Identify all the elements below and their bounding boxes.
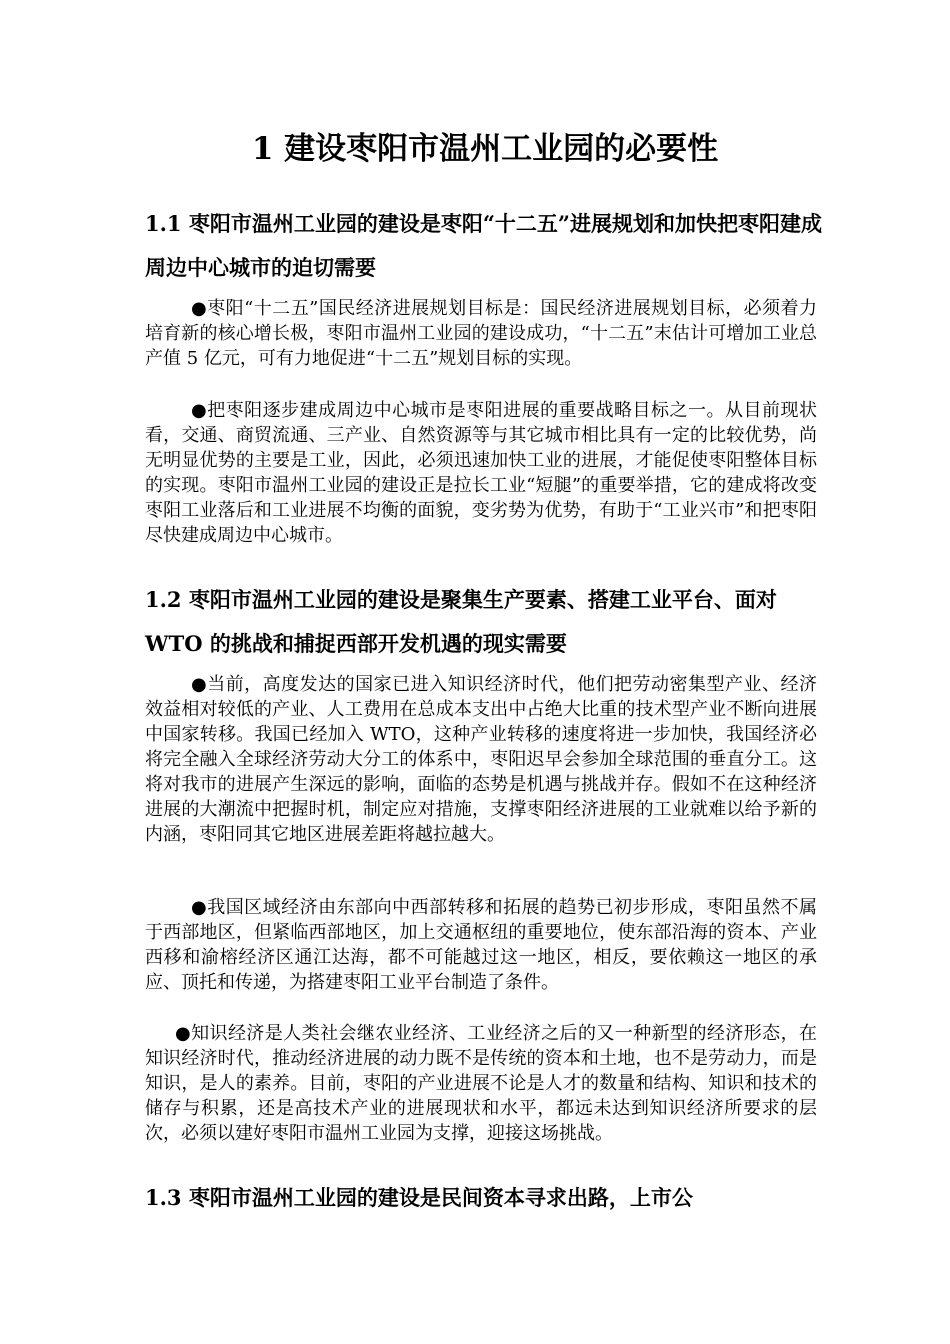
section-1-1-paragraph-1: ●枣阳“十二五”国民经济进展规划目标是：国民经济进展规划目标，必须着力培育新的核心增长极，枣阳市温州工业园的建设成功，“十二五”末估计可增加工业总产值 5 亿元，可有力地促进“十二五”规划目标的实现。 <box>145 298 817 369</box>
section-1-2-paragraph-1: ●当前，高度发达的国家已进入知识经济时代，他们把劳动密集型产业、经济效益相对较低的产业、人工费用在总成本支出中占绝大比重的技术型产业不断向进展中国家转移。我国已经加入 WTO，这种产业转移的速度将进一步加快，我国经济必将完全融入全球经济劳动大分工的体系中，枣阳迟早会参加全球范围的垂直分工。这将对我市的进展产生深远的影响，面临的态势是机遇与挑战并存。假如不在这种经济进展的大潮流中把握时机，制定应对措施，支撑枣阳经济进展的工业就难以给予新的内涵，枣阳同其它地区进展差距将越拉越大。 <box>145 674 817 845</box>
section-1-1-paragraph-2: ●把枣阳逐步建成周边中心城市是枣阳进展的重要战略目标之一。从目前现状看，交通、商贸流通、三产业、自然资源等与其它城市相比具有一定的比较优势，尚无明显优势的主要是工业，因此，必须迅速加快工业的进展，才能促使枣阳整体目标的实现。枣阳市温州工业园的建设正是拉长工业“短腿”的重要举措，它的建成将改变枣阳工业落后和工业进展不均衡的面貌，变劣势为优势，有助于“工业兴市”和把枣阳尽快建成周边中心城市。 <box>145 400 817 546</box>
section-heading-1-2: 1.2 枣阳市温州工业园的建设是聚集生产要素、搭建工业平台、面对 WTO 的挑战和捕捉西部开发机遇的现实需要 <box>145 587 777 656</box>
section-heading-1-3: 1.3 枣阳市温州工业园的建设是民间资本寻求出路，上市公 <box>145 1185 693 1210</box>
section-heading-1-1: 1.1 枣阳市温州工业园的建设是枣阳“十二五”进展规划和加快把枣阳建成周边中心城市的迫切需要 <box>145 211 823 280</box>
section-1-2-paragraph-3: ●知识经济是人类社会继农业经济、工业经济之后的又一种新型的经济形态，在知识经济时代，推动经济进展的动力既不是传统的资本和土地，也不是劳动力，而是知识，是人的素养。目前，枣阳的产业进展不论是人才的数量和结构、知识和技术的储存与积累，还是高技术产业的进展现状和水平，都远未达到知识经济所要求的层次，必须以建好枣阳市温州工业园为支撑，迎接这场挑战。 <box>145 1023 817 1144</box>
page-title: 1 建设枣阳市温州工业园的必要性 <box>251 131 719 167</box>
section-1-2-paragraph-2: ●我国区域经济由东部向中西部转移和拓展的趋势已初步形成，枣阳虽然不属于西部地区，但紧临西部地区，加上交通枢纽的重要地位，使东部沿海的资本、产业西移和渝榕经济区通江达海，都不可能越过这一地区，相反，要依赖这一地区的承应、顶托和传递，为搭建枣阳工业平台制造了条件。 <box>145 897 817 993</box>
